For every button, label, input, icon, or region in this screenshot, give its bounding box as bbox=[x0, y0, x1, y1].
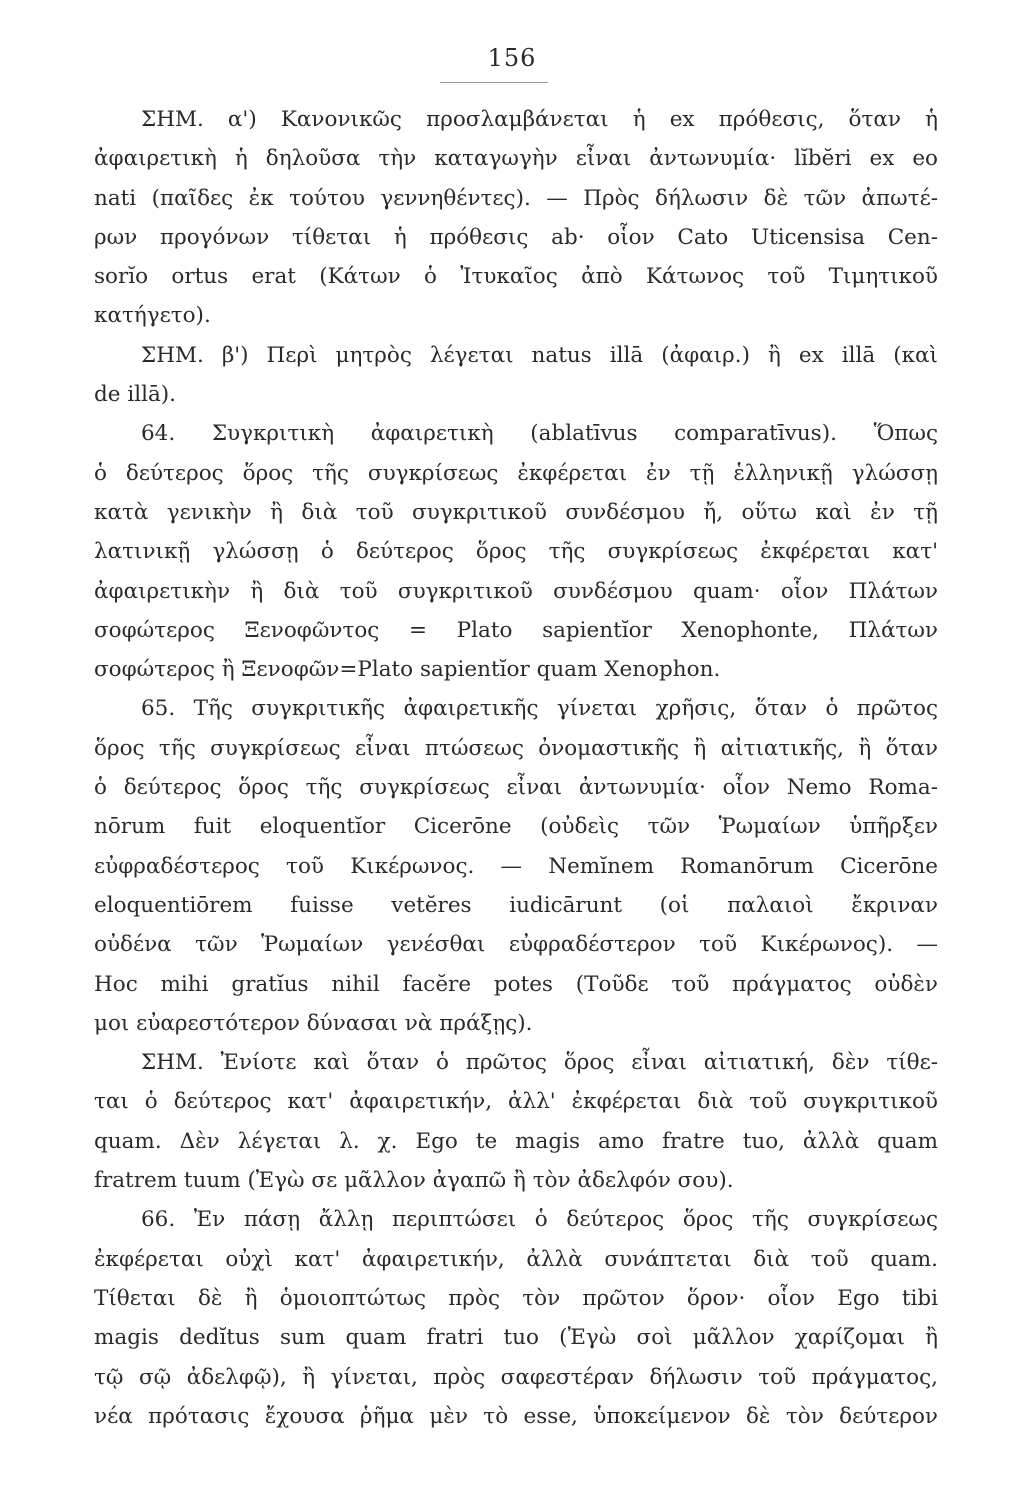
text-line: σοφώτερος ἢ Ξενοφῶν=Plato sapientĭor quam Xenophon. bbox=[94, 657, 721, 683]
text-line: eloquentiōrem fuisse vetĕres iudicārunt (οἱ παλαιοὶ ἔκριναν bbox=[94, 892, 938, 918]
text-line: Τίθεται δὲ ἢ ὁμοιοπτώτως πρὸς τὸν πρῶτον ὅρον· οἷον Ego tibi bbox=[94, 1285, 938, 1311]
text-line: τῷ σῷ ἀδελφῷ), ἢ γίνεται, πρὸς σαφεστέραν δήλωσιν τοῦ πράγματος, bbox=[94, 1364, 938, 1390]
text-line: νέα πρότασις ἔχουσα ῥῆμα μὲν τὸ esse, ὑποκείμενον δὲ τὸν δεύτερον bbox=[94, 1403, 938, 1429]
text-line: ἀφαιρετικὴν ἢ διὰ τοῦ συγκριτικοῦ συνδέσμου quam· οἷον Πλάτων bbox=[94, 578, 938, 604]
text-line: ΣΗΜ. α') Κανονικῶς προσλαμβάνεται ἡ ex πρόθεσις, ὅταν ἡ bbox=[141, 107, 938, 132]
text-line: 65. Τῆς συγκριτικῆς ἀφαιρετικῆς γίνεται χρῆσις, ὅταν ὁ πρῶτος bbox=[141, 696, 938, 722]
text-line: ρων προγόνων τίθεται ἡ πρόθεσις ab· οἷον Cato Uticensisa Cen- bbox=[94, 224, 938, 250]
paragraph-64 bbox=[94, 414, 938, 689]
paragraph-note-a bbox=[94, 100, 938, 336]
text-line: ται ὁ δεύτερος κατ' ἀφαιρετικήν, ἀλλ' ἐκφέρεται διὰ τοῦ συγκριτικοῦ bbox=[94, 1089, 938, 1115]
text-line: 64. Συγκριτικὴ ἀφαιρετικὴ (ablatīvus comparatīvus). Ὅπως bbox=[141, 421, 938, 447]
paragraph-note-b bbox=[94, 336, 938, 415]
text-line: ΣΗΜ. β') Περὶ μητρὸς λέγεται natus illā (ἀφαιρ.) ἢ ex illā (καὶ bbox=[141, 342, 938, 368]
text-line: de illā). bbox=[94, 382, 176, 408]
text-line: nōrum fuit eloquentĭor Cicerōne (οὐδεὶς τῶν Ῥωμαίων ὑπῆρξεν bbox=[94, 814, 938, 840]
paragraph-66 bbox=[94, 1200, 938, 1436]
text-line: κατὰ γενικὴν ἢ διὰ τοῦ συγκριτικοῦ συνδέσμου ἤ, οὕτω καὶ ἐν τῇ bbox=[94, 499, 938, 525]
text-line: ὅρος τῆς συγκρίσεως εἶναι πτώσεως ὀνομαστικῆς ἢ αἰτιατικῆς, ἢ ὅταν bbox=[94, 735, 938, 761]
paragraph-note-c bbox=[94, 1043, 938, 1200]
text-line: εὐφραδέστερος τοῦ Κικέρωνος. — Nemĭnem Romanōrum Cicerōne bbox=[94, 853, 938, 879]
text-line: nati (παῖδες ἐκ τούτου γεννηθέντες). — Πρὸς δήλωσιν δὲ τῶν ἀπωτέ- bbox=[94, 185, 938, 211]
paragraph-65 bbox=[94, 689, 938, 1043]
text-line: ΣΗΜ. Ἐνίοτε καὶ ὅταν ὁ πρῶτος ὅρος εἶναι αἰτιατική, δὲν τίθε- bbox=[141, 1050, 938, 1076]
text-line: μοι εὐαρεστότερον δύνασαι νὰ πράξῃς). bbox=[94, 1010, 533, 1036]
text-line: ἐκφέρεται οὐχὶ κατ' ἀφαιρετικήν, ἀλλὰ συνάπτεται διὰ τοῦ quam. bbox=[94, 1246, 938, 1272]
text-line: fratrem tuum (Ἐγὼ σε μᾶλλον ἀγαπῶ ἢ τὸν ἀδελφόν σου). bbox=[94, 1168, 734, 1194]
text-line: ὁ δεύτερος ὅρος τῆς συγκρίσεως ἐκφέρεται ἐν τῇ ἑλληνικῇ γλώσσῃ bbox=[94, 460, 938, 486]
text-line: Hoc mihi gratĭus nihil facĕre potes (Τοῦδε τοῦ πράγματος οὐδὲν bbox=[94, 971, 938, 997]
text-line: magis dedĭtus sum quam fratri tuo (Ἐγὼ σοὶ μᾶλλον χαρίζομαι ἢ bbox=[94, 1325, 938, 1351]
text-line: σοφώτερος Ξενοφῶντος = Plato sapientĭor Xenophonte, Πλάτων bbox=[94, 617, 938, 643]
header-rule bbox=[440, 82, 548, 83]
text-line: οὐδένα τῶν Ῥωμαίων γενέσθαι εὐφραδέστερον τοῦ Κικέρωνος). — bbox=[94, 932, 938, 958]
text-line: λατινικῇ γλώσσῃ ὁ δεύτερος ὅρος τῆς συγκρίσεως ἐκφέρεται κατ' bbox=[94, 539, 938, 565]
text-line: sorĭo ortus erat (Κάτων ὁ Ἰτυκαῖος ἀπὸ Κάτωνος τοῦ Τιμητικοῦ bbox=[94, 264, 938, 290]
text-line: ὁ δεύτερος ὅρος τῆς συγκρίσεως εἶναι ἀντωνυμία· οἷον Nemo Roma- bbox=[94, 775, 938, 801]
text-line: ἀφαιρετικὴ ἡ δηλοῦσα τὴν καταγωγὴν εἶναι ἀντωνυμία· lĭbĕri ex eo bbox=[94, 146, 938, 172]
body-text bbox=[94, 100, 938, 1436]
text-line: κατήγετο). bbox=[94, 303, 211, 329]
page-number: 156 bbox=[487, 44, 537, 72]
text-line: quam. Δὲν λέγεται λ. χ. Ego te magis amo fratre tuo, ἀλλὰ quam bbox=[94, 1128, 938, 1154]
text-line: 66. Ἐν πάσῃ ἄλλῃ περιπτώσει ὁ δεύτερος ὅρος τῆς συγκρίσεως bbox=[141, 1207, 938, 1233]
